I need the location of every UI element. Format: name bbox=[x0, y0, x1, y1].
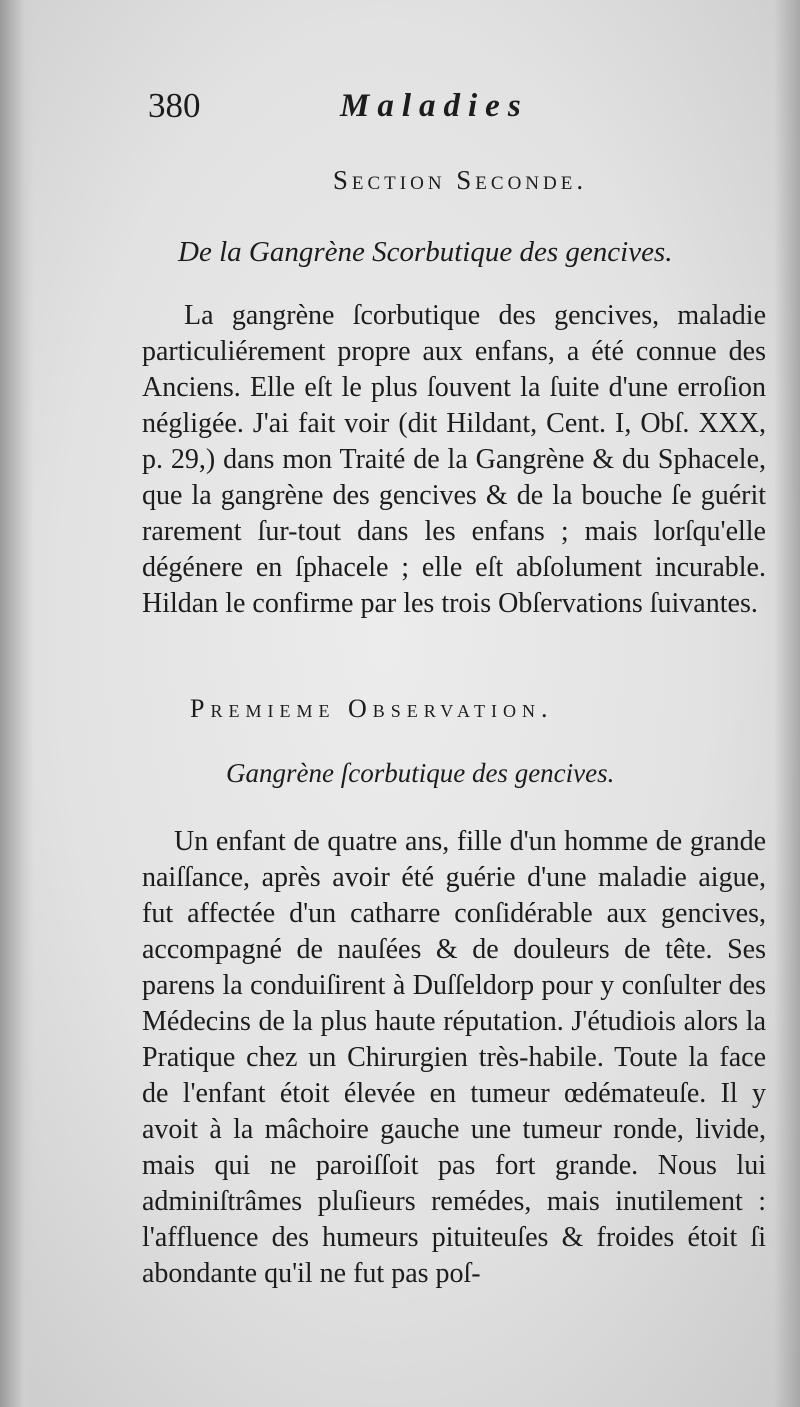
page-edge-shadow bbox=[774, 0, 800, 1407]
section-subtitle: De la Gangrène Scorbutique des gencives. bbox=[178, 236, 673, 268]
observation-title: Premieme Observation. bbox=[190, 694, 554, 723]
page-number: 380 bbox=[148, 86, 201, 125]
observation-subtitle: Gangrène ſcorbutique des gencives. bbox=[226, 758, 615, 788]
page-header bbox=[148, 86, 658, 130]
body-paragraph-1: La gangrène ſcorbutique des gencives, maladie particuliérement propre aux enfans, a été connue des Anciens. Elle eſt le plus ſouvent la ſuite d'une erroſion négligée. J'ai fait voir (dit Hildant, Cent. I, Obſ. XXX, p. 29,) dans mon Traité de la Gangrène & du Sphacele, que la gangrène des gencives & de la bouche ſe guérit rarement ſur-tout dans les enfans ; mais lorſqu'elle dégénere en ſphacele ; elle eſt abſolument incurable. Hildan le confirme par les trois Obſervations ſuivantes. bbox=[142, 300, 766, 619]
running-head: Maladies bbox=[340, 88, 529, 124]
body-paragraph-2: Un enfant de quatre ans, fille d'un homme de grande naiſſance, après avoir été guérie d'une maladie aigue, fut affectée d'un catharre conſidérable aux gencives, accompagné de nauſées & de douleurs de tête. Ses parens la conduiſirent à Duſſeldorp pour y conſulter des Médecins de la plus haute réputation. J'étudiois alors la Pratique chez un Chirurgien très-habile. Toute la face de l'enfant étoit élevée en tumeur œdémateuſe. Il y avoit à la mâchoire gauche une tumeur ronde, livide, mais qui ne paroiſſoit pas fort grande. Nous lui adminiſtrâmes pluſieurs remédes, mais inutilement : l'affluence des humeurs pituiteuſes & froides étoit ſi abondante qu'il ne fut pas poſ- bbox=[142, 826, 766, 1289]
page-binding-shadow bbox=[0, 0, 34, 1407]
section-title: Section Seconde. bbox=[332, 165, 588, 195]
